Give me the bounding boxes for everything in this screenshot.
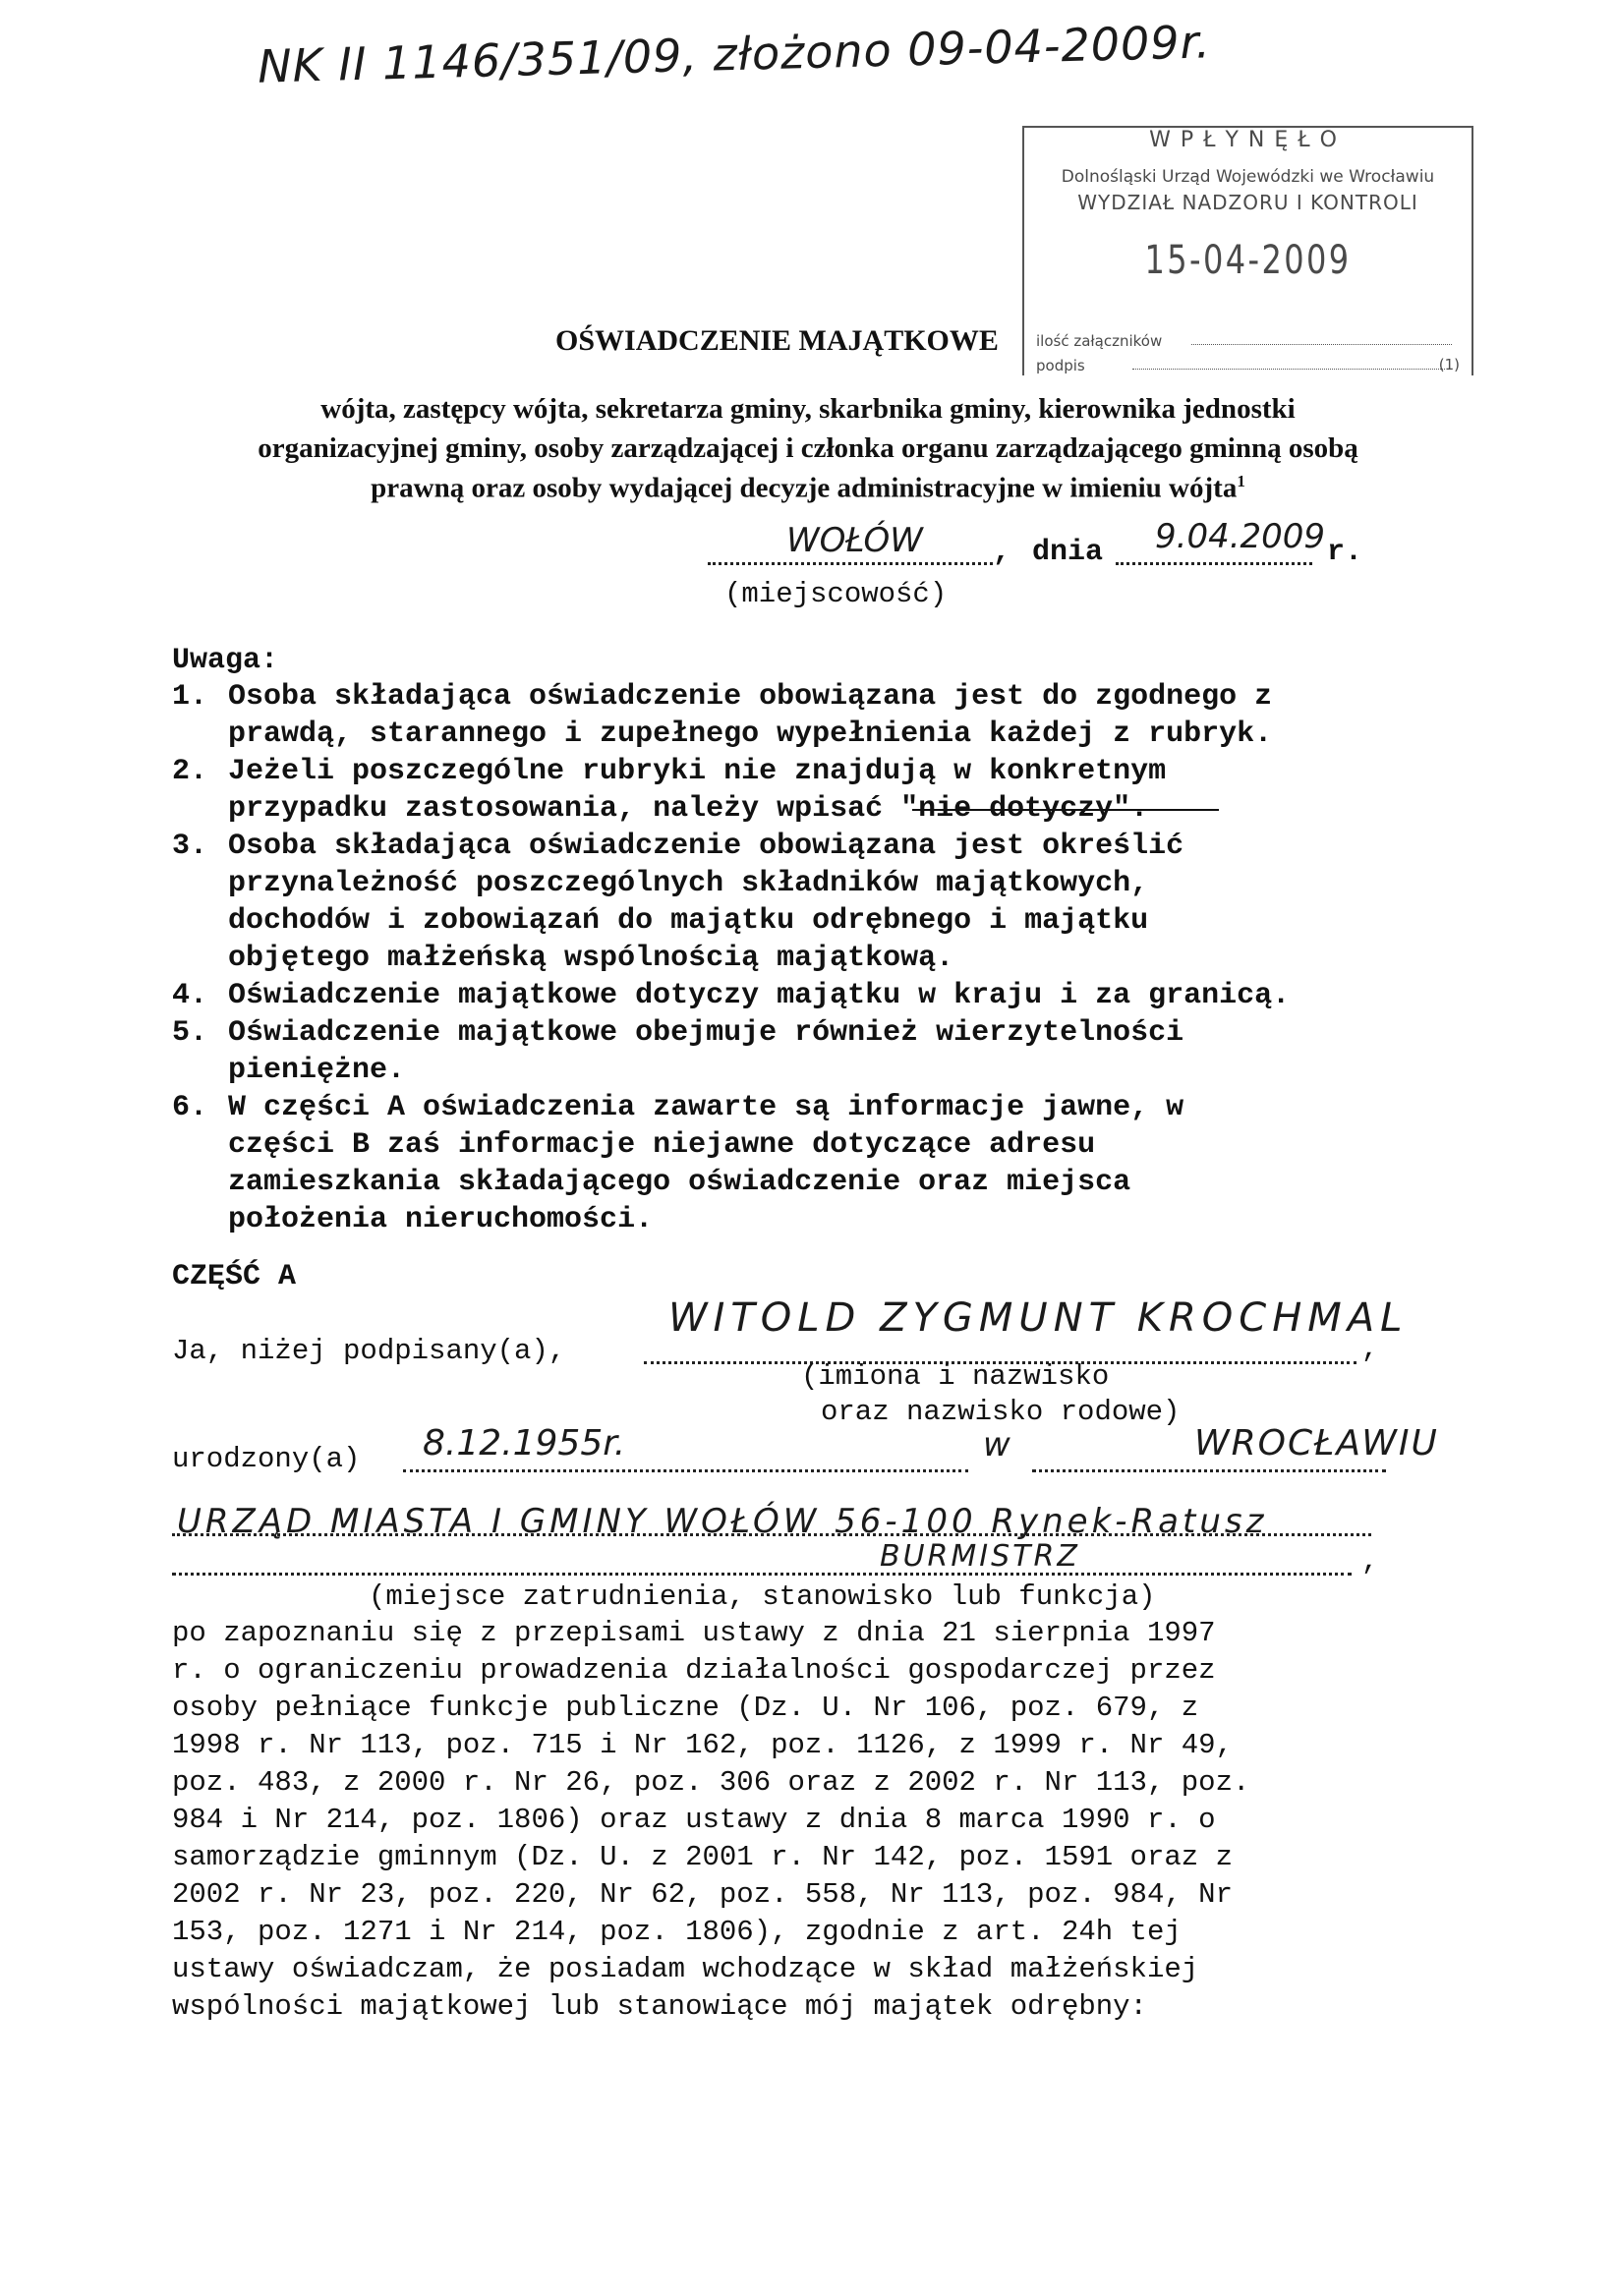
note-number: 5. [172, 1016, 208, 1050]
not-applicable-underline [912, 809, 1219, 811]
note-line: pieniężne. [228, 1054, 406, 1087]
date-dotted-line [1116, 562, 1312, 565]
declarant-name: WITOLD ZYGMUNT KROCHMAL [668, 1295, 1409, 1341]
note-line: części B zaś informacje niejawne dotyczące adresu [228, 1128, 1096, 1162]
note-number: 4. [172, 979, 208, 1012]
stamp-signature-label: podpis [1036, 357, 1085, 374]
body-line: 2002 r. Nr 23, poz. 220, Nr 62, poz. 558, Nr 113, poz. 984, Nr [172, 1878, 1233, 1911]
note-number: 6. [172, 1091, 208, 1124]
subtitle-line [0, 472, 1616, 505]
note-line: Oświadczenie majątkowe dotyczy majątku w kraju i za granicą. [228, 979, 1291, 1012]
stamp-date: 15-04-2009 [1144, 238, 1352, 283]
body-line: ustawy oświadczam, że posiadam wchodzące w skład małżeńskiej [172, 1953, 1199, 1985]
workplace-hint: (miejsce zatrudnienia, stanowisko lub funkcja) [369, 1580, 1156, 1613]
body-line: 153, poz. 1271 i Nr 214, poz. 1806), zgodnie z art. 24h tej [172, 1916, 1182, 1948]
subtitle-text: prawną oraz osoby wydającej decyzje administracyjne w imieniu wójta [371, 472, 1238, 504]
stamp-signature-line [1132, 369, 1445, 370]
in-word: w [983, 1425, 1010, 1464]
place-value: WOŁÓW [786, 521, 923, 560]
note-line: Osoba składająca oświadczenie obowiązana jest określić [228, 830, 1184, 863]
stamp-office: Dolnośląski Urząd Wojewódzki we Wrocławiu [1061, 167, 1435, 187]
document-title: OŚWIADCZENIE MAJĄTKOWE [555, 324, 999, 357]
line-comma: , [1361, 1545, 1379, 1578]
note-line: położenia nieruchomości. [228, 1203, 654, 1236]
notes-heading: Uwaga: [172, 644, 279, 677]
stamp-department: WYDZIAŁ NADZORU I KONTROLI [1077, 191, 1418, 214]
body-line: samorządzie gminnym (Dz. U. z 2001 r. Nr 142, poz. 1591 oraz z [172, 1841, 1233, 1873]
received-stamp [1022, 126, 1473, 375]
note-line: W części A oświadczenia zawarte są informacje jawne, w [228, 1091, 1184, 1124]
body-line: poz. 483, z 2000 r. Nr 26, poz. 306 oraz z 2002 r. Nr 113, poz. [172, 1766, 1250, 1799]
birth-place: WROCŁAWIU [1194, 1423, 1439, 1464]
note-number: 1. [172, 680, 208, 714]
note-line: prawdą, starannego i zupełnego wypełnienia każdej z rubryk. [228, 718, 1273, 751]
line-comma: , [1361, 1333, 1379, 1365]
note-line: zamieszkania składającego oświadczenie oraz miejsca [228, 1166, 1131, 1199]
date-prefix: dnia [1032, 536, 1104, 569]
body-line: 984 i Nr 214, poz. 1806) oraz ustawy z dnia 8 marca 1990 r. o [172, 1804, 1216, 1836]
body-line: osoby pełniące funkcje publiczne (Dz. U. Nr 106, poz. 679, z [172, 1692, 1199, 1724]
note-line: Jeżeli poszczególne rubryki nie znajdują w konkretnym [228, 755, 1167, 788]
body-line: po zapoznaniu się z przepisami ustawy z dnia 21 sierpnia 1997 [172, 1617, 1216, 1649]
stamp-heading: WPŁYNĘŁO [1149, 128, 1347, 152]
body-line: wspólności majątkowej lub stanowiące mój majątek odrębny: [172, 1990, 1147, 2023]
stamp-attachments-number: (1) [1438, 356, 1460, 373]
birthplace-dotted-line [1032, 1469, 1386, 1472]
note-line: dochodów i zobowiązań do majątku odrębnego i majątku [228, 904, 1149, 938]
subtitle-line: wójta, zastępcy wójta, sekretarza gminy, skarbnika gminy, kierownika jednostki [320, 393, 1296, 425]
note-number: 3. [172, 830, 208, 863]
birth-date: 8.12.1955r. [423, 1423, 626, 1464]
note-line: Oświadczenie majątkowe obejmuje również wierzytelności [228, 1016, 1184, 1050]
date-suffix: r. [1327, 536, 1363, 569]
workplace: URZĄD MIASTA I GMINY WOŁÓW 56-100 Rynek-Ratusz [177, 1502, 1268, 1541]
birth-dotted-line [403, 1469, 968, 1472]
body-line: r. o ograniczeniu prowadzenia działalności gospodarczej przez [172, 1654, 1216, 1687]
note-line: objętego małżeńską wspólnością majątkową. [228, 942, 954, 975]
born-label: urodzony(a) [172, 1443, 361, 1475]
name-hint: oraz nazwisko rodowe) [821, 1396, 1181, 1428]
footnote-mark: 1 [1237, 472, 1245, 490]
subtitle-line: organizacyjnej gminy, osoby zarządzającej i członka organu zarządzającego gminną osobą [258, 432, 1358, 464]
stamp-attachments-label: ilość załączników [1036, 332, 1163, 350]
stamp-attachments-line [1191, 344, 1452, 345]
place-label: (miejscowość) [724, 578, 948, 610]
date-value: 9.04.2009 [1155, 517, 1326, 556]
name-hint: (imiona i nazwisko [801, 1360, 1110, 1393]
body-line: 1998 r. Nr 113, poz. 715 i Nr 162, poz. 1126, z 1999 r. Nr 49, [172, 1729, 1233, 1761]
note-number: 2. [172, 755, 208, 788]
place-dotted-line [708, 562, 993, 565]
note-line: przynależność poszczególnych składników majątkowych, [228, 867, 1149, 900]
position-dotted-line [172, 1573, 1352, 1576]
note-line: przypadku zastosowania, należy wpisać "nie dotyczy". [228, 792, 1149, 826]
part-a-heading: CZĘŚĆ A [172, 1260, 297, 1293]
declarant-label: Ja, niżej podpisany(a), [172, 1335, 566, 1367]
note-line: Osoba składająca oświadczenie obowiązana jest do zgodnego z [228, 680, 1273, 714]
position: BURMISTRZ [880, 1539, 1080, 1574]
handwritten-file-reference: NK II 1146/351/09, złożono 09-04-2009r. [257, 15, 1212, 93]
comma: , [993, 536, 1011, 569]
